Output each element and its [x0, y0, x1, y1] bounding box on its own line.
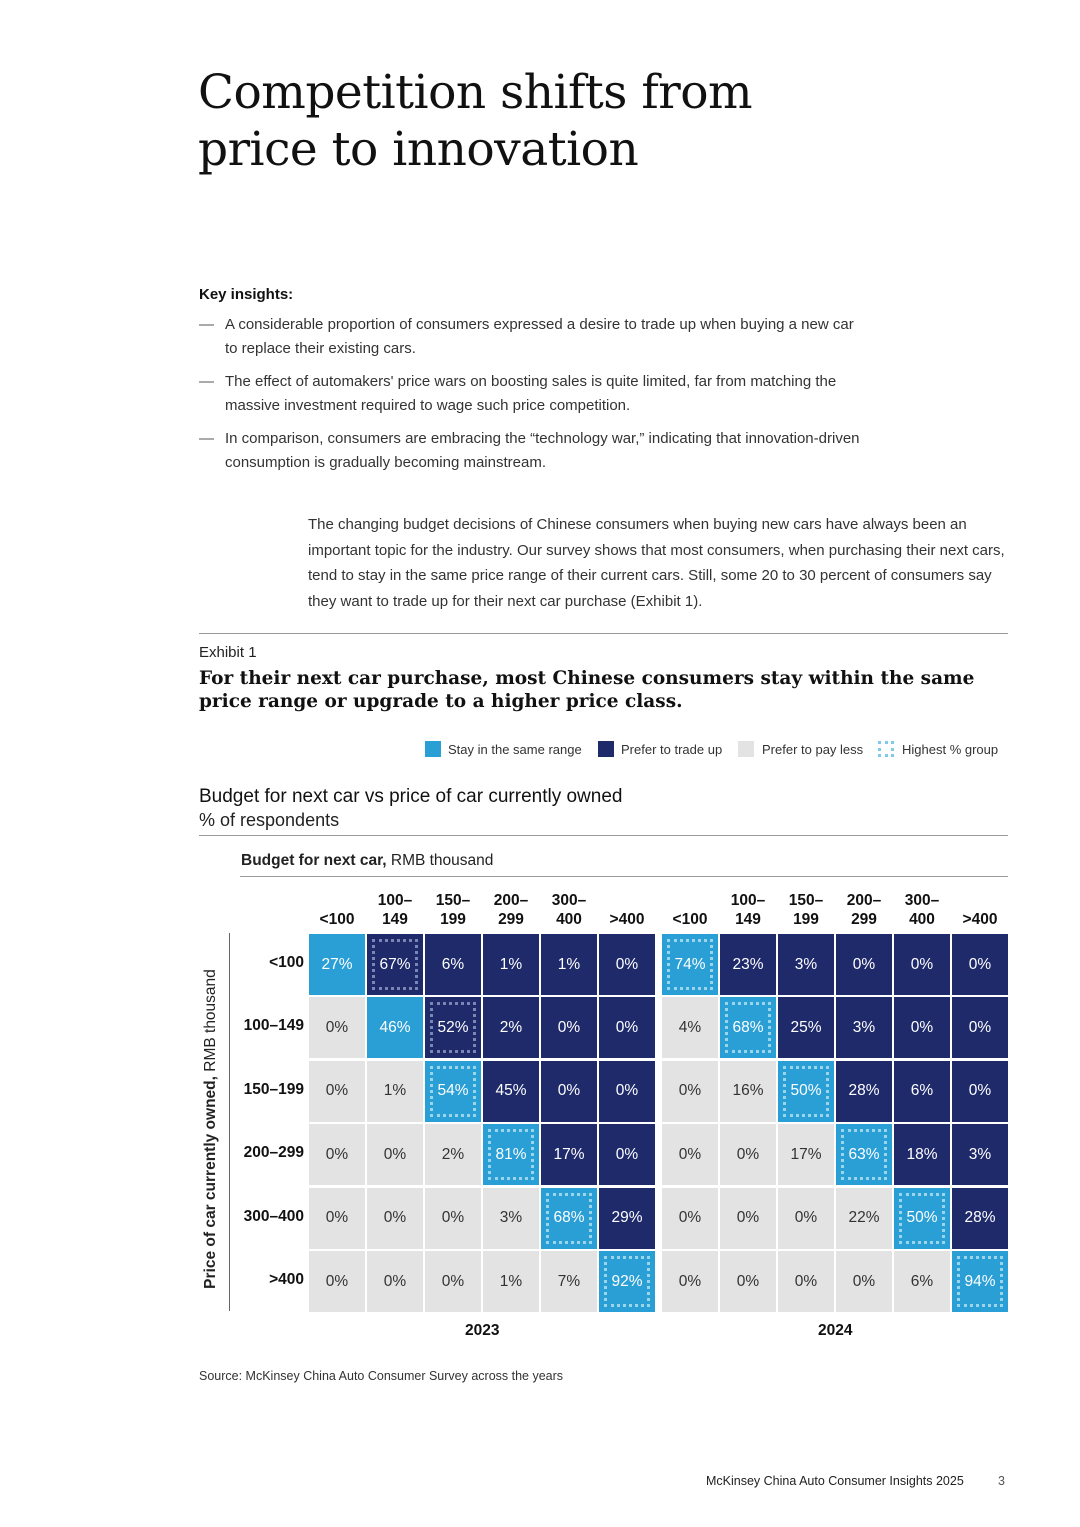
column-header — [483, 891, 539, 929]
heatmap-cell: 92% — [599, 1251, 655, 1312]
column-header-line: 299 — [498, 911, 524, 928]
intro-paragraph: The changing budget decisions of Chinese consumers when buying new cars have always been an important topic for the industry. Our survey shows that most consumers, when purchasing their next cars, tend to stay in the same price range of their current cars. Still, some 20 to 30 percent of consumers say they want to trade up for their next car purchase (Exhibit 1). — [308, 516, 1005, 610]
heatmap-cell: 0% — [720, 1251, 776, 1312]
heatmap-cell: 0% — [599, 1061, 655, 1122]
heatmap-cell: 6% — [894, 1061, 950, 1122]
row-header: 300–400 — [243, 1207, 304, 1225]
column-header — [894, 891, 950, 929]
heatmap-cell: 0% — [662, 1124, 718, 1185]
dash-bullet: — — [199, 373, 214, 390]
insight-item — [199, 313, 869, 361]
page-title: Competition shifts from price to innovation — [198, 65, 753, 177]
legend-swatch-same — [425, 741, 441, 757]
heatmap-cell: 2% — [483, 997, 539, 1058]
column-header — [599, 891, 655, 929]
heatmap-cell: 0% — [599, 934, 655, 995]
column-header — [367, 891, 423, 929]
heatmap-cell: 0% — [662, 1061, 718, 1122]
heatmap-cell: 22% — [836, 1188, 892, 1249]
heatmap-cell: 0% — [541, 997, 597, 1058]
exhibit-title: For their next car purchase, most Chinese consumers stay within the same price range or upgrade to a higher price class. — [199, 668, 975, 712]
column-header-line: 400 — [909, 911, 935, 928]
heatmap-cell: 2% — [425, 1124, 481, 1185]
heatmap-cell: 7% — [541, 1251, 597, 1312]
heatmap-cell: 52% — [425, 997, 481, 1058]
heatmap-cell: 29% — [599, 1188, 655, 1249]
heatmap-cell: 46% — [367, 997, 423, 1058]
heatmap-cell: 0% — [309, 1251, 365, 1312]
dash-bullet: — — [199, 316, 214, 333]
column-header-line: 400 — [556, 911, 582, 928]
column-header-line — [952, 891, 1008, 910]
source-note: Source: McKinsey China Auto Consumer Survey across the years — [199, 1369, 564, 1383]
legend-swatch-less — [738, 741, 754, 757]
chart-divider — [199, 835, 1008, 836]
row-header: 200–299 — [243, 1144, 304, 1162]
x-axis-label-bold: Budget for next car, — [241, 852, 387, 869]
heatmap-cell: 0% — [836, 1251, 892, 1312]
heatmap-cell: 0% — [662, 1188, 718, 1249]
heatmap-cell: 0% — [367, 1251, 423, 1312]
heatmap-cell: 3% — [952, 1124, 1008, 1185]
heatmap-cell: 0% — [425, 1188, 481, 1249]
legend-label: Prefer to pay less — [762, 742, 864, 757]
row-header: 150–199 — [243, 1080, 304, 1098]
y-axis-line — [229, 933, 230, 1311]
heatmap-cell: 0% — [367, 1188, 423, 1249]
heatmap-cell: 0% — [309, 1061, 365, 1122]
column-header — [309, 891, 365, 929]
insight-text: In comparison, consumers are embracing the “technology war,” indicating that innovation-driven consumption is gradually becoming mainstream. — [225, 430, 860, 471]
heatmap-cell: 1% — [541, 934, 597, 995]
column-header-line: 300– — [551, 892, 587, 909]
column-header-line: 150– — [435, 892, 471, 909]
footer-publication: McKinsey China Auto Consumer Insights 2025 — [706, 1474, 964, 1488]
heatmap-cell: 1% — [367, 1061, 423, 1122]
column-header-line: 100– — [730, 892, 766, 909]
heatmap-cell: 1% — [483, 934, 539, 995]
column-header-line: <100 — [672, 911, 708, 928]
column-header — [836, 891, 892, 929]
column-header-line — [599, 891, 655, 910]
heatmap-cell: 0% — [541, 1061, 597, 1122]
insight-text: The effect of automakers' price wars on boosting sales is quite limited, far from matching the massive investment required to wage such price competition. — [225, 373, 837, 414]
column-header-line: 300– — [904, 892, 940, 909]
y-axis-label-rest: RMB thousand — [202, 969, 219, 1077]
legend-swatch-up — [598, 741, 614, 757]
heatmap-cell: 6% — [425, 934, 481, 995]
column-header-line: 149 — [735, 911, 761, 928]
heatmap-cell: 27% — [309, 934, 365, 995]
column-header-line: 200– — [493, 892, 529, 909]
legend-label: Prefer to trade up — [621, 742, 723, 757]
column-header — [425, 891, 481, 929]
column-header — [778, 891, 834, 929]
heatmap-cell: 0% — [894, 934, 950, 995]
row-header: 100–149 — [243, 1017, 304, 1035]
heatmap-cell: 17% — [541, 1124, 597, 1185]
column-header-line: 299 — [851, 911, 877, 928]
key-insights-heading: Key insights: — [199, 286, 294, 303]
heatmap-cell: 81% — [483, 1124, 539, 1185]
y-axis-label-bold: Price of car currently owned, — [202, 1076, 219, 1289]
heatmap-cell: 0% — [894, 997, 950, 1058]
legend-swatch-highest — [878, 741, 894, 757]
chart-subtitle: % of respondents — [199, 810, 340, 830]
heatmap-cell: 0% — [662, 1251, 718, 1312]
heatmap-cell: 67% — [367, 934, 423, 995]
heatmap-cell: 94% — [952, 1251, 1008, 1312]
heatmap-cell: 63% — [836, 1124, 892, 1185]
heatmap-cell: 16% — [720, 1061, 776, 1122]
exhibit-divider — [199, 633, 1008, 634]
column-header — [720, 891, 776, 929]
row-header: <100 — [269, 954, 304, 971]
heatmap-cell: 0% — [599, 997, 655, 1058]
heatmap-cell: 0% — [367, 1124, 423, 1185]
column-header-line: 199 — [793, 911, 819, 928]
column-header — [662, 891, 718, 929]
heatmap-cell: 0% — [778, 1188, 834, 1249]
heatmap-cell: 28% — [836, 1061, 892, 1122]
heatmap-cell: 0% — [952, 934, 1008, 995]
column-header-line: 150– — [788, 892, 824, 909]
heatmap-cell: 0% — [425, 1251, 481, 1312]
heatmap-cell: 50% — [894, 1188, 950, 1249]
heatmap-cell: 28% — [952, 1188, 1008, 1249]
x-axis-label-rest: RMB thousand — [386, 852, 494, 869]
panel-year-label: 2024 — [818, 1322, 853, 1339]
column-header-line: 199 — [440, 911, 466, 928]
heatmap-cell: 74% — [662, 934, 718, 995]
heatmap-cell: 1% — [483, 1251, 539, 1312]
column-header-line: 200– — [846, 892, 882, 909]
heatmap-cell: 0% — [309, 997, 365, 1058]
heatmap-cell: 45% — [483, 1061, 539, 1122]
heatmap-cell: 54% — [425, 1061, 481, 1122]
insight-item — [199, 427, 869, 475]
y-axis-label — [202, 959, 220, 1299]
insight-item — [199, 370, 869, 418]
x-axis-rule — [240, 876, 1008, 877]
heatmap-cell: 0% — [778, 1251, 834, 1312]
column-header-line: <100 — [319, 911, 355, 928]
heatmap-cell: 3% — [836, 997, 892, 1058]
heatmap-cell: 50% — [778, 1061, 834, 1122]
column-header — [541, 891, 597, 929]
heatmap-cell: 0% — [309, 1124, 365, 1185]
column-header-line — [662, 891, 718, 910]
column-header-line: >400 — [609, 911, 645, 928]
insight-text: A considerable proportion of consumers expressed a desire to trade up when buying a new car to replace their existing cars. — [225, 316, 854, 357]
heatmap-cell: 68% — [720, 997, 776, 1058]
heatmap-cell: 0% — [309, 1188, 365, 1249]
heatmap-cell: 0% — [720, 1188, 776, 1249]
heatmap-cell: 6% — [894, 1251, 950, 1312]
heatmap-cell: 18% — [894, 1124, 950, 1185]
heatmap-cell: 4% — [662, 997, 718, 1058]
column-header-line: 100– — [377, 892, 413, 909]
column-header — [952, 891, 1008, 929]
x-axis-label — [241, 852, 493, 870]
column-header-line: 149 — [382, 911, 408, 928]
heatmap-cell: 0% — [952, 997, 1008, 1058]
heatmap-cell: 0% — [720, 1124, 776, 1185]
heatmap-cell: 0% — [952, 1061, 1008, 1122]
dash-bullet: — — [199, 430, 214, 447]
legend-label: Highest % group — [902, 742, 999, 757]
heatmap-cell: 25% — [778, 997, 834, 1058]
chart-title: Budget for next car vs price of car currently owned — [199, 786, 623, 807]
legend-label: Stay in the same range — [448, 742, 582, 757]
heatmap-cell: 23% — [720, 934, 776, 995]
column-header-line — [309, 891, 365, 910]
heatmap-cell: 0% — [599, 1124, 655, 1185]
row-header: >400 — [269, 1271, 304, 1288]
heatmap-cell: 17% — [778, 1124, 834, 1185]
panel-year-label: 2023 — [465, 1322, 500, 1339]
heatmap-cell: 68% — [541, 1188, 597, 1249]
heatmap-cell: 3% — [778, 934, 834, 995]
heatmap-cell: 0% — [836, 934, 892, 995]
exhibit-label: Exhibit 1 — [199, 644, 257, 661]
column-header-line: >400 — [962, 911, 998, 928]
heatmap-cell: 3% — [483, 1188, 539, 1249]
page-number: 3 — [998, 1474, 1005, 1488]
